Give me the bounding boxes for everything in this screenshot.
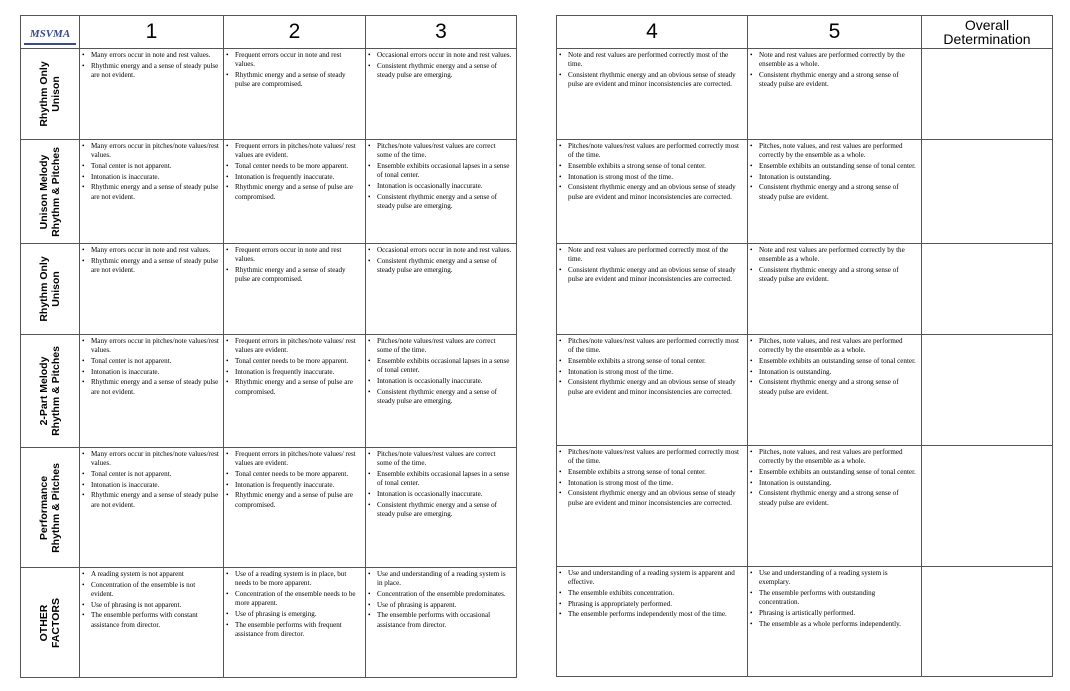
row-label-line: OTHER xyxy=(38,604,50,641)
row-label-cell xyxy=(21,335,80,448)
rubric-row xyxy=(21,244,517,335)
criterion-item: • Frequent errors occur in note and rest values. xyxy=(235,51,361,69)
criterion-item: • Note and rest values are performed correctly most of the time. xyxy=(568,51,743,69)
criterion-item: • Concentration of the ensemble predominates. xyxy=(377,590,512,599)
row-label xyxy=(38,256,62,321)
rubric-cell-c1 xyxy=(80,244,224,335)
rubric-cell-c4 xyxy=(557,335,748,446)
criteria-list xyxy=(366,142,512,211)
criterion-item: • Consistent rhythmic energy and a sense of steady pulse are emerging. xyxy=(377,501,512,519)
rubric-row xyxy=(21,140,517,244)
criterion-item: • Intonation is inaccurate. xyxy=(91,481,219,490)
criterion-item: • The ensemble exhibits concentration. xyxy=(568,589,743,598)
criterion-item: • The ensemble performs independently most of the time. xyxy=(568,610,743,619)
header-overall-determination xyxy=(922,16,1053,49)
criterion-item: • Consistent rhythmic energy and a strong sense of steady pulse are evident. xyxy=(759,489,917,507)
criterion-item: • Intonation is inaccurate. xyxy=(91,368,219,377)
msvma-logo: MSVMA xyxy=(29,28,71,40)
criterion-item: • Ensemble exhibits an outstanding sense of tonal center. xyxy=(759,468,917,477)
criteria-list xyxy=(80,450,219,510)
criteria-list xyxy=(366,450,512,519)
criteria-list xyxy=(80,337,219,397)
criterion-item: • The ensemble performs with constant assistance from director. xyxy=(91,611,219,629)
rubric-cell-c1 xyxy=(80,140,224,244)
criteria-list xyxy=(557,51,743,89)
rubric-cell-c1 xyxy=(80,335,224,448)
criterion-item: • The ensemble as a whole performs independently. xyxy=(759,620,917,629)
criterion-item: • Intonation is frequently inaccurate. xyxy=(235,368,361,377)
criteria-list xyxy=(224,450,361,510)
criterion-item: • Many errors occur in pitches/note values/rest values. xyxy=(91,337,219,355)
overall-determination-cell[interactable] xyxy=(922,49,1053,140)
row-label xyxy=(38,463,62,553)
criterion-item: • Intonation is frequently inaccurate. xyxy=(235,481,361,490)
criterion-item: • Consistent rhythmic energy and a strong sense of steady pulse are evident. xyxy=(759,266,917,284)
criterion-item: • Pitches, note values, and rest values are performed correctly by the ensemble as a whole. xyxy=(759,337,917,355)
rubric-cell-c1 xyxy=(80,448,224,568)
overall-determination-cell[interactable] xyxy=(922,567,1053,677)
rubric-cell-c5 xyxy=(748,335,922,446)
criteria-list xyxy=(80,246,219,275)
rubric-row xyxy=(557,446,1053,567)
criteria-list xyxy=(748,337,917,397)
rubric-cell-c4 xyxy=(557,567,748,677)
criterion-item: • Use of phrasing is apparent. xyxy=(377,601,512,610)
criteria-list xyxy=(80,570,219,630)
criterion-item: • A reading system is not apparent xyxy=(91,570,219,579)
header-col-3: 3 xyxy=(366,16,517,49)
row-label xyxy=(38,147,62,237)
rubric-cell-c3 xyxy=(366,335,517,448)
criterion-item: • Ensemble exhibits an outstanding sense of tonal center. xyxy=(759,357,917,366)
criterion-item: • Intonation is occasionally inaccurate. xyxy=(377,182,512,191)
criterion-item: • Intonation is outstanding. xyxy=(759,368,917,377)
criterion-item: • The ensemble performs with occasional assistance from director. xyxy=(377,611,512,629)
criterion-item: • Intonation is strong most of the time. xyxy=(568,173,743,182)
criterion-item: • Frequent errors in pitches/note values/ rest values are evident. xyxy=(235,337,361,355)
rubric-cell-c2 xyxy=(224,335,366,448)
rubric-cell-c1 xyxy=(80,568,224,678)
overall-determination-cell[interactable] xyxy=(922,140,1053,244)
rubric-cell-c3 xyxy=(366,140,517,244)
row-label-cell xyxy=(21,568,80,678)
criterion-item: • Ensemble exhibits occasional lapses in a sense of tonal center. xyxy=(377,470,512,488)
criterion-item: • Consistent rhythmic energy and an obvious sense of steady pulse are evident and minor inconsistencies are corrected. xyxy=(568,378,743,396)
criterion-item: • Rhythmic energy and a sense of pulse are compromised. xyxy=(235,183,361,201)
criterion-item: • Intonation is strong most of the time. xyxy=(568,479,743,488)
row-label-line: FACTORS xyxy=(50,597,62,648)
criterion-item: • Rhythmic energy and a sense of pulse are compromised. xyxy=(235,378,361,396)
rubric-row xyxy=(21,448,517,568)
rubric-cell-c2 xyxy=(224,140,366,244)
rubric-cell-c4 xyxy=(557,244,748,335)
criterion-item: • Ensemble exhibits occasional lapses in a sense of tonal center. xyxy=(377,357,512,375)
rubric-cell-c3 xyxy=(366,568,517,678)
criterion-item: • Rhythmic energy and a sense of steady pulse are not evident. xyxy=(91,257,219,275)
criterion-item: • Intonation is outstanding. xyxy=(759,173,917,182)
rubric-cell-c5 xyxy=(748,446,922,567)
rubric-cell-c4 xyxy=(557,446,748,567)
criterion-item: • Intonation is frequently inaccurate. xyxy=(235,173,361,182)
row-label-line: Rhythm Only xyxy=(38,256,50,322)
criterion-item: • Intonation is inaccurate. xyxy=(91,173,219,182)
criterion-item: • The ensemble performs with outstanding concentration. xyxy=(759,589,917,607)
criterion-item: • Rhythmic energy and a sense of steady pulse are not evident. xyxy=(91,183,219,201)
criterion-item: • Consistent rhythmic energy and a strong sense of steady pulse are evident. xyxy=(759,378,917,396)
overall-determination-cell[interactable] xyxy=(922,244,1053,335)
rubric-cell-c5 xyxy=(748,49,922,140)
rubric-cell-c3 xyxy=(366,244,517,335)
rubric-row xyxy=(21,335,517,448)
criteria-list xyxy=(224,51,361,89)
criterion-item: • Ensemble exhibits a strong sense of tonal center. xyxy=(568,162,743,171)
criterion-item: • Pitches/note values/rest values are correct some of the time. xyxy=(377,337,512,355)
rubric-cell-c5 xyxy=(748,567,922,677)
criterion-item: • Tonal center is not apparent. xyxy=(91,470,219,479)
header-col-4: 4 xyxy=(557,16,748,49)
criterion-item: • Use and understanding of a reading system is in place. xyxy=(377,570,512,588)
criterion-item: • Ensemble exhibits an outstanding sense of tonal center. xyxy=(759,162,917,171)
criterion-item: • Pitches/note values/rest values are correct some of the time. xyxy=(377,142,512,160)
criterion-item: • Tonal center is not apparent. xyxy=(91,357,219,366)
criteria-list xyxy=(80,51,219,80)
criterion-item: • Pitches/note values/rest values are performed correctly most of the time. xyxy=(568,448,743,466)
criteria-list xyxy=(557,448,743,508)
header-col-2: 2 xyxy=(224,16,366,49)
criterion-item: • Note and rest values are performed correctly most of the time. xyxy=(568,246,743,264)
criteria-list xyxy=(224,142,361,202)
criteria-list xyxy=(80,142,219,202)
row-label-line: Rhythm Only xyxy=(38,61,50,127)
rubric-row xyxy=(557,335,1053,446)
criterion-item: • Many errors occur in note and rest values. xyxy=(91,51,219,60)
rubric-row xyxy=(21,568,517,678)
row-label-line: Rhythm & Pitches xyxy=(50,146,62,237)
rubric-left-table xyxy=(20,15,517,678)
criteria-list xyxy=(224,570,361,639)
criterion-item: • Pitches, note values, and rest values are performed correctly by the ensemble as a whole. xyxy=(759,142,917,160)
rubric-row xyxy=(557,49,1053,140)
rubric-row xyxy=(557,567,1053,677)
criterion-item: • Consistent rhythmic energy and a sense of steady pulse are emerging. xyxy=(377,388,512,406)
criterion-item: • The ensemble performs with frequent assistance from director. xyxy=(235,621,361,639)
row-label-line: Performance xyxy=(38,475,50,540)
criterion-item: • Tonal center needs to be more apparent. xyxy=(235,357,361,366)
logo-underline-icon xyxy=(24,43,76,45)
criterion-item: • Ensemble exhibits a strong sense of tonal center. xyxy=(568,357,743,366)
row-label-cell xyxy=(21,140,80,244)
criterion-item: • Concentration of the ensemble needs to be more apparent. xyxy=(235,590,361,608)
criterion-item: • Consistent rhythmic energy and an obvious sense of steady pulse are evident and minor inconsistencies are corrected. xyxy=(568,183,743,201)
criteria-list xyxy=(557,337,743,397)
rubric-cell-c1 xyxy=(80,49,224,140)
criterion-item: • Intonation is outstanding. xyxy=(759,479,917,488)
criterion-item: • Many errors occur in pitches/note values/rest values. xyxy=(91,450,219,468)
row-label xyxy=(38,598,62,648)
rubric-cell-c5 xyxy=(748,140,922,244)
criterion-item: • Intonation is strong most of the time. xyxy=(568,368,743,377)
rubric-right-table xyxy=(556,15,1053,677)
criterion-item: • Frequent errors occur in note and rest values. xyxy=(235,246,361,264)
criteria-list xyxy=(366,570,512,630)
criteria-list xyxy=(366,246,512,275)
criterion-item: • Consistent rhythmic energy and a sense of steady pulse are emerging. xyxy=(377,62,512,80)
criterion-item: • Note and rest values are performed correctly by the ensemble as a whole. xyxy=(759,246,917,264)
criterion-item: • Tonal center needs to be more apparent. xyxy=(235,162,361,171)
rubric-cell-c3 xyxy=(366,448,517,568)
criterion-item: • Pitches/note values/rest values are correct some of the time. xyxy=(377,450,512,468)
criteria-list xyxy=(748,142,917,202)
overall-determination-cell[interactable] xyxy=(922,446,1053,567)
criteria-list xyxy=(748,246,917,284)
criterion-item: • Consistent rhythmic energy and a strong sense of steady pulse are evident. xyxy=(759,71,917,89)
criterion-item: • Intonation is occasionally inaccurate. xyxy=(377,377,512,386)
criteria-list xyxy=(748,51,917,89)
rubric-cell-c5 xyxy=(748,244,922,335)
criterion-item: • Rhythmic energy and a sense of pulse are compromised. xyxy=(235,491,361,509)
criterion-item: • Use of a reading system is in place, but needs to be more apparent. xyxy=(235,570,361,588)
criterion-item: • Rhythmic energy and a sense of steady pulse are compromised. xyxy=(235,266,361,284)
criterion-item: • Rhythmic energy and a sense of steady pulse are compromised. xyxy=(235,71,361,89)
criterion-item: • Tonal center is not apparent. xyxy=(91,162,219,171)
criterion-item: • Note and rest values are performed correctly by the ensemble as a whole. xyxy=(759,51,917,69)
criterion-item: • Phrasing is appropriately performed. xyxy=(568,600,743,609)
logo-cell xyxy=(21,16,80,49)
criterion-item: • Occasional errors occur in note and rest values. xyxy=(377,246,512,255)
rubric-cell-c3 xyxy=(366,49,517,140)
header-col-1: 1 xyxy=(80,16,224,49)
criteria-list xyxy=(224,246,361,284)
row-label-line: 2-Part Melody xyxy=(38,356,50,426)
criterion-item: • Concentration of the ensemble is not evident. xyxy=(91,581,219,599)
rubric-cell-c2 xyxy=(224,448,366,568)
criterion-item: • Ensemble exhibits a strong sense of tonal center. xyxy=(568,468,743,477)
row-label-line: Unison xyxy=(50,76,62,112)
rubric-row xyxy=(21,49,517,140)
rubric-row xyxy=(557,244,1053,335)
criterion-item: • Many errors occur in pitches/note values/rest values. xyxy=(91,142,219,160)
criterion-item: • Tonal center needs to be more apparent. xyxy=(235,470,361,479)
rubric-cell-c4 xyxy=(557,49,748,140)
row-label xyxy=(38,61,62,126)
header-col-5: 5 xyxy=(748,16,922,49)
overall-header-line1: Overall xyxy=(964,17,1010,33)
criterion-item: • Consistent rhythmic energy and an obvious sense of steady pulse are evident and minor inconsistencies are corrected. xyxy=(568,266,743,284)
row-label-line: Unison Melody xyxy=(38,154,50,229)
criterion-item: • Occasional errors occur in note and rest values. xyxy=(377,51,512,60)
criterion-item: • Intonation is occasionally inaccurate. xyxy=(377,490,512,499)
criterion-item: • Frequent errors in pitches/note values/ rest values are evident. xyxy=(235,142,361,160)
row-label-cell xyxy=(21,244,80,335)
criteria-list xyxy=(366,51,512,80)
criterion-item: • Consistent rhythmic energy and a strong sense of steady pulse are evident. xyxy=(759,183,917,201)
criterion-item: • Pitches, note values, and rest values are performed correctly by the ensemble as a whole. xyxy=(759,448,917,466)
rubric-cell-c2 xyxy=(224,568,366,678)
criterion-item: • Consistent rhythmic energy and a sense of steady pulse are emerging. xyxy=(377,193,512,211)
criterion-item: • Phrasing is artistically performed. xyxy=(759,609,917,618)
criteria-list xyxy=(748,448,917,508)
criterion-item: • Pitches/note values/rest values are performed correctly most of the time. xyxy=(568,337,743,355)
criterion-item: • Consistent rhythmic energy and an obvious sense of steady pulse are evident and minor inconsistencies are corrected. xyxy=(568,71,743,89)
criterion-item: • Use of phrasing is emerging. xyxy=(235,610,361,619)
row-label-line: Rhythm & Pitches xyxy=(50,462,62,553)
criteria-list xyxy=(557,569,743,620)
criterion-item: • Consistent rhythmic energy and a sense of steady pulse are emerging. xyxy=(377,257,512,275)
overall-header-line2: Determination xyxy=(943,31,1031,47)
criterion-item: • Consistent rhythmic energy and an obvious sense of steady pulse are evident and minor inconsistencies are corrected. xyxy=(568,489,743,507)
row-label-cell xyxy=(21,448,80,568)
row-label-line: Rhythm & Pitches xyxy=(50,346,62,436)
criterion-item: • Rhythmic energy and a sense of steady pulse are not evident. xyxy=(91,62,219,80)
criterion-item: • Rhythmic energy and a sense of steady pulse are not evident. xyxy=(91,378,219,396)
criterion-item: • Use and understanding of a reading system is apparent and effective. xyxy=(568,569,743,587)
criterion-item: • Pitches/note values/rest values are performed correctly most of the time. xyxy=(568,142,743,160)
criterion-item: • Use and understanding of a reading system is exemplary. xyxy=(759,569,917,587)
row-label-line: Unison xyxy=(50,271,62,307)
rubric-cell-c2 xyxy=(224,244,366,335)
criteria-list xyxy=(366,337,512,406)
criteria-list xyxy=(557,142,743,202)
rubric-cell-c4 xyxy=(557,140,748,244)
criteria-list xyxy=(748,569,917,629)
overall-determination-cell[interactable] xyxy=(922,335,1053,446)
criteria-list xyxy=(557,246,743,284)
criterion-item: • Many errors occur in note and rest values. xyxy=(91,246,219,255)
criterion-item: • Use of phrasing is not apparent. xyxy=(91,601,219,610)
criteria-list xyxy=(224,337,361,397)
row-label xyxy=(38,346,62,436)
row-label-cell xyxy=(21,49,80,140)
criterion-item: • Ensemble exhibits occasional lapses in a sense of tonal center. xyxy=(377,162,512,180)
rubric-row xyxy=(557,140,1053,244)
rubric-cell-c2 xyxy=(224,49,366,140)
criterion-item: • Rhythmic energy and a sense of steady pulse are not evident. xyxy=(91,491,219,509)
criterion-item: • Frequent errors in pitches/note values/ rest values are evident. xyxy=(235,450,361,468)
